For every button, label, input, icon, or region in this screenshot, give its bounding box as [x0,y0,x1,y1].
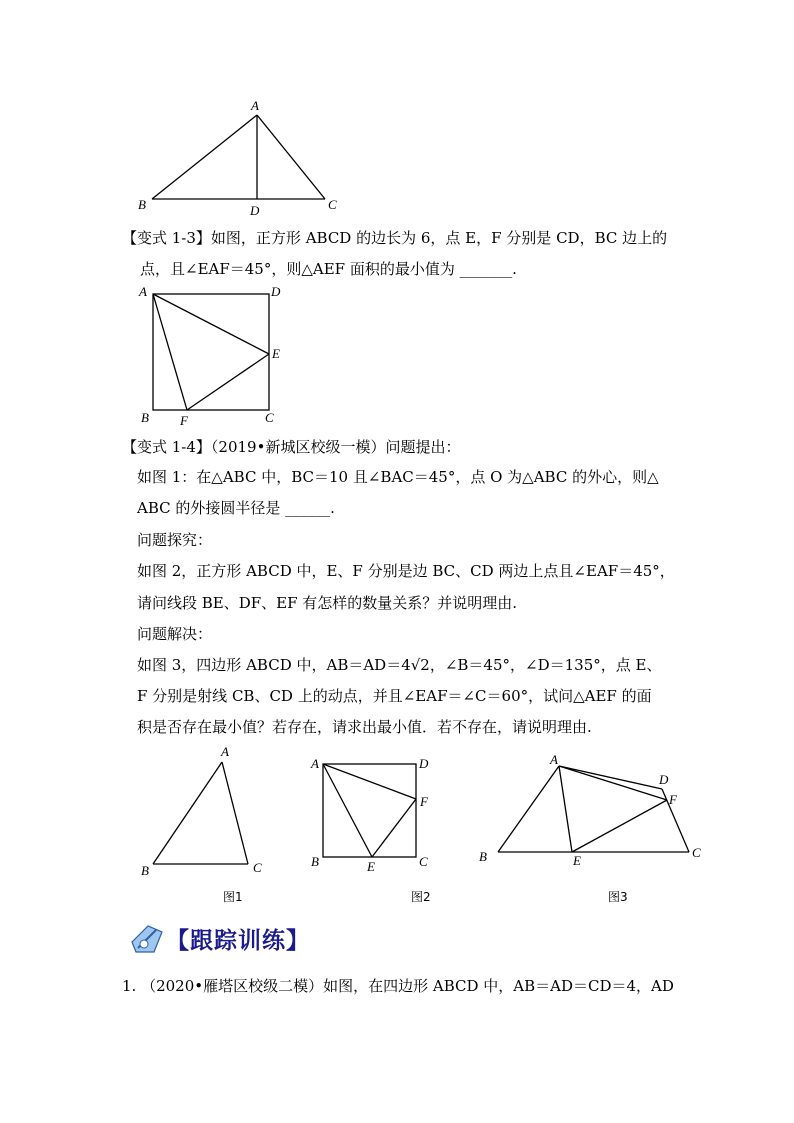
variant-1-4-p3-line2: F 分别是射线 CB、CD 上的动点，并且∠EAF＝∠C＝60°，试问△AEF 的面 [137,687,652,705]
figure-3-caption: 图3 [608,890,628,904]
variant-1-3-line1: 【变式 1-3】如图，正方形 ABCD 的边长为 6，点 E，F 分别是 CD，BC 边上的 [122,229,668,247]
point-label-b: B [138,197,146,212]
point-label-d: D [419,756,429,771]
variant-1-4-heading: 【变式 1-4】（2019•新城区校级一模）问题提出： [122,438,461,456]
figure-1-triangle [135,742,270,907]
point-label-b: B [479,849,487,864]
point-label-f: F [180,413,188,428]
point-label-e: E [272,346,280,361]
figure-square-aef [135,282,295,432]
point-label-c: C [253,860,262,875]
pencil-paper-icon [128,918,168,956]
variant-1-4-p3-line3: 积是否存在最小值？若存在，请求出最小值．若不存在，请说明理由. [137,718,592,736]
section-banner-title: 【跟踪训练】 [166,928,310,954]
problem-1-text: 1. （2020•雁塔区校级二模）如图，在四边形 ABCD 中，AB＝AD＝CD＝4，AD [122,977,674,995]
point-label-d: D [250,203,260,218]
solve-title: 问题解决： [137,625,213,643]
variant-1-4-p2-line1: 如图 2，正方形 ABCD 中，E、F 分别是边 BC、CD 两边上点且∠EAF＝45°， [137,562,675,580]
point-label-b: B [141,863,149,878]
point-label-c: C [328,197,337,212]
point-label-b: B [141,410,149,425]
point-label-c: C [419,854,428,869]
figure-2-square [305,752,440,907]
point-label-f: F [420,794,428,809]
variant-1-3-line2: 点，且∠EAF＝45°，则△AEF 面积的最小值为 _______. [140,260,517,278]
point-label-d: D [659,772,669,787]
variant-1-4-p2-line2: 请问线段 BE、DF、EF 有怎样的数量关系？并说明理由. [137,594,518,612]
figure-1-caption: 图1 [223,890,243,904]
point-label-a: A [311,756,319,771]
point-label-e: E [367,859,375,874]
point-label-c: C [692,845,701,860]
explore-title: 问题探究： [137,531,213,549]
figure-3-quadrilateral [475,752,710,907]
point-label-f: F [669,792,677,807]
variant-1-4-p3-line1: 如图 3，四边形 ABCD 中，AB＝AD＝4√2，∠B＝45°，∠D＝135°，点 E、 [137,656,662,674]
point-label-a: A [139,284,147,299]
point-label-a: A [221,744,229,759]
point-label-b: B [311,854,319,869]
figure-2-caption: 图2 [411,890,431,904]
point-label-d: D [271,284,281,299]
variant-1-4-p1-line1: 如图 1：在△ABC 中，BC＝10 且∠BAC＝45°，点 O 为△ABC 的外心，则△ [137,468,659,486]
point-label-a: A [251,98,259,113]
figure-triangle-altitude [130,95,350,220]
point-label-e: E [573,853,581,868]
point-label-a: A [550,752,558,767]
variant-1-4-p1-line2: ABC 的外接圆半径是 ______. [137,499,335,517]
point-label-c: C [265,410,274,425]
